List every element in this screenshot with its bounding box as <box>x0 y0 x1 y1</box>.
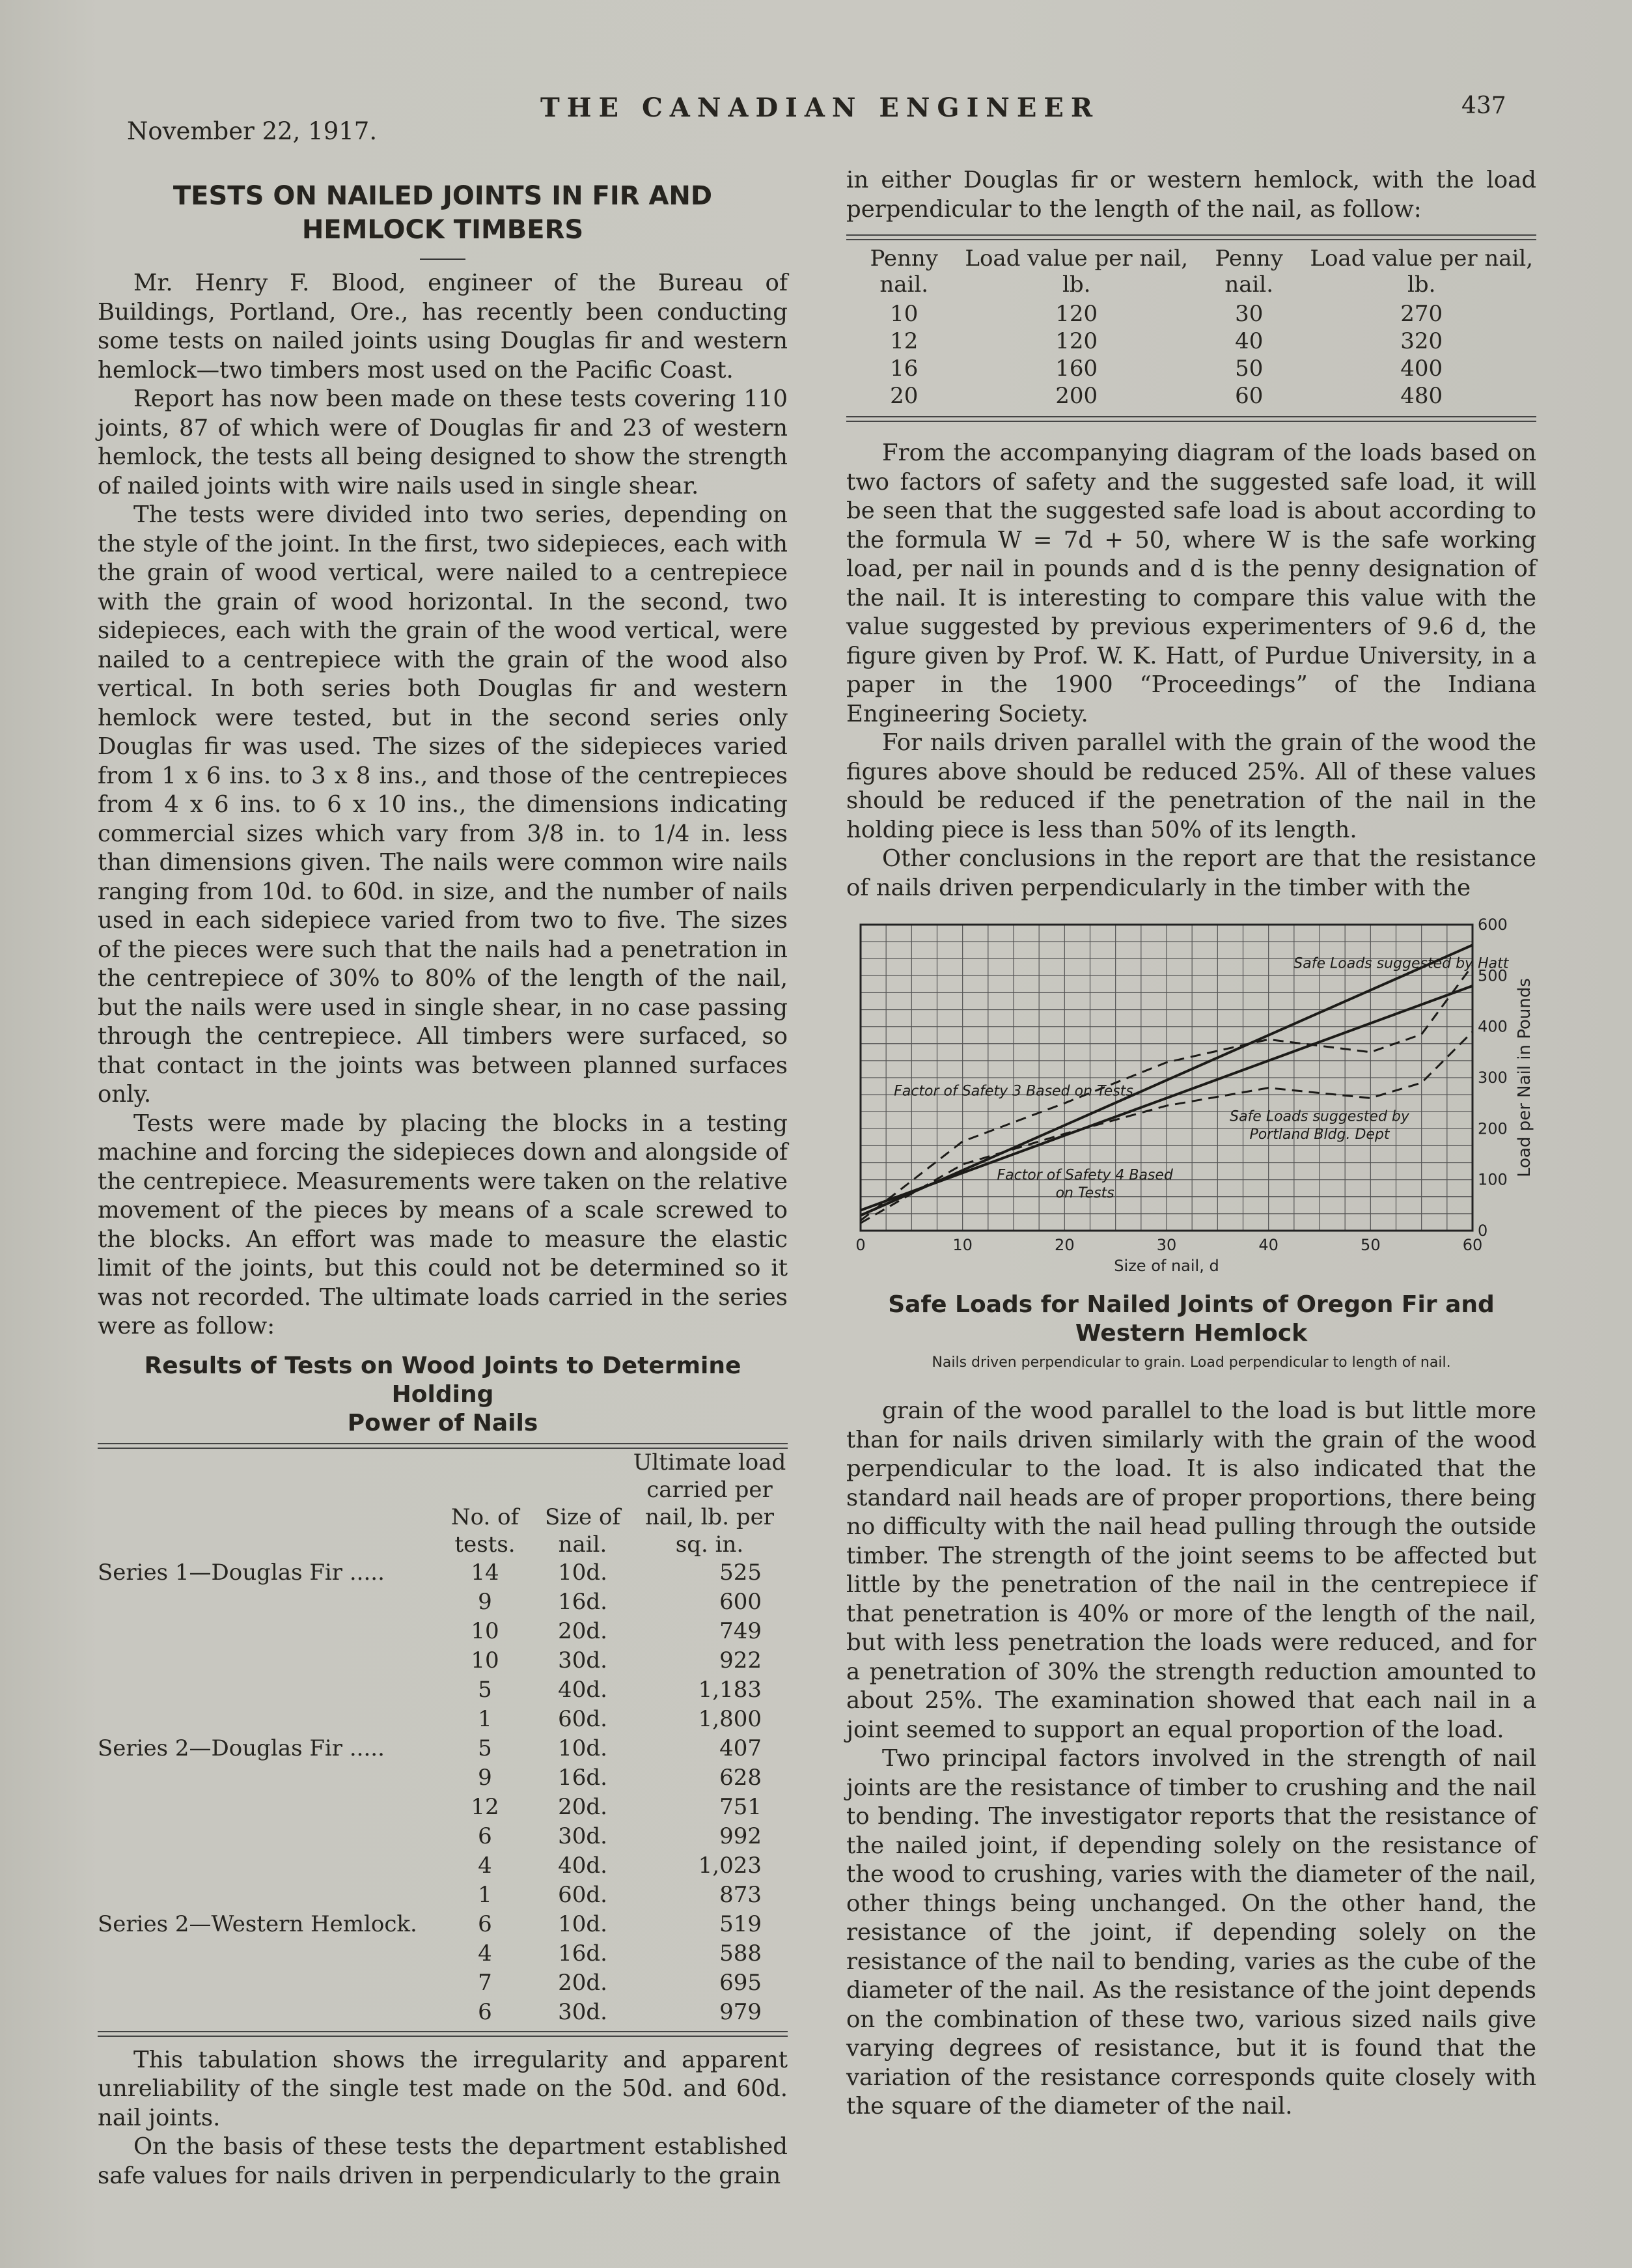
table-cell: 120 <box>1055 328 1098 354</box>
y-tick-label: 300 <box>1478 1069 1508 1087</box>
table-cell: 979 <box>719 1998 762 2025</box>
table-cell: 992 <box>719 1823 762 1849</box>
table-cell: 5 <box>478 1735 492 1761</box>
table-cell: 50 <box>1235 356 1264 382</box>
article-title <box>98 179 788 247</box>
table-cell: 10d. <box>558 1559 607 1586</box>
table-cell <box>98 1675 436 1705</box>
right-paragraph: For nails driven parallel with the grain of the wood the figures above should be reduced 25%. All of these values should be reduced if the penetration of the nail in the holding piece is less than 50% of its length. <box>846 729 1536 843</box>
results-table-title-line1: Results of Tests on Wood Joints to Determine Holding <box>144 1352 741 1408</box>
left-paragraph: Tests were made by placing the blocks in a testing machine and forcing the sidepieces down and alongside of the centrepiece. Measurements were taken on the relative movement of the pieces by means of a scale screwed to the blocks. An effort was made to measure the elastic limit of the joints, but this could not be determined so it was not recorded. The ultimate loads carried in the series were as follow: <box>98 1110 788 1339</box>
chart-annotation: Safe Loads suggested by Hatt <box>1293 955 1509 972</box>
table-cell: 6 <box>478 1823 492 1849</box>
table-row <box>98 1881 788 1910</box>
results-header-cell: Size of nail. <box>544 1504 621 1558</box>
table-cell: 10 <box>890 301 919 327</box>
table-row <box>98 1705 788 1734</box>
left-paragraph: Mr. Henry F. Blood, engineer of the Bureau of Buildings, Portland, Ore., has recently been conducting some tests on nailed joints using Douglas fir and western hemlock—two timbers most used on the Pacific Coast. <box>98 270 788 384</box>
table-cell: 1 <box>478 1881 492 1908</box>
table-cell: 12 <box>890 328 919 354</box>
table-row <box>846 300 1536 328</box>
table-cell: 4 <box>478 1852 492 1879</box>
results-table-header-row <box>98 1449 788 1558</box>
x-tick-label: 50 <box>1361 1236 1381 1254</box>
table-cell: 600 <box>719 1588 762 1615</box>
table-cell: 4 <box>478 1940 492 1967</box>
table-cell: 14 <box>471 1559 499 1586</box>
table-cell: 270 <box>1400 301 1443 327</box>
left-column <box>98 179 788 2191</box>
right-paragraph: grain of the wood parallel to the load is but little more than for nails driven similarly with the grain of the wood perpendicular to the load. It is also indicated that the standard nail heads are of proper proportions, there being no difficulty with the nail head pulling through the outside timber. The strength of the joint seems to be affected but little by the penetration of the nail in the centrepiece if that penetration is 40% or more of the length of the nail, but with less penetration the loads were reduced, and for a penetration of 30% the strength reduction amounted to about 25%. The examination showed that each nail in a joint seemed to support an equal proportion of the load. <box>846 1397 1536 1743</box>
table-bottom-rule <box>98 2031 788 2037</box>
y-tick-label: 200 <box>1478 1119 1508 1138</box>
table-row <box>98 1763 788 1793</box>
table-cell: 9 <box>478 1764 492 1791</box>
table-cell: 20 <box>890 383 919 409</box>
nail-header-cell: Load value per nail, lb. <box>965 245 1189 298</box>
table-row <box>98 1910 788 1939</box>
right-column <box>846 166 1536 2121</box>
safe-loads-chart <box>846 912 1536 1285</box>
table-row <box>98 1558 788 1588</box>
left-paragraph: The tests were divided into two series, depending on the style of the joint. In the first, two sidepieces, each with the grain of wood vertical, were nailed to a centrepiece with the grain of wood horizontal. In the second, two sidepieces, each with the grain of the wood vertical, were nailed to a centrepiece with the grain of the wood also vertical. In both series both Douglas fir and western hemlock were tested, but in the second series only Douglas fir was used. The sizes of the sidepieces varied from 1 x 6 ins. to 3 x 8 ins., and those of the centrepieces from 4 x 6 ins. to 6 x 10 ins., the dimensions indicating commercial sizes which vary from 3/8 in. to 1/4 in. less than dimensions given. The nails were common wire nails ranging from 10d. to 60d. in size, and the number of nails used in each sidepiece varied from two to five. The sizes of the pieces were such that the nails had a penetration in the centrepiece of 30% to 80% of the length of the nail, but the nails were used in single shear, in no case passing through the centrepiece. All timbers were surfaced, so that contact in the joints was between planned surfaces only. <box>98 501 788 1108</box>
page-number: 437 <box>1461 92 1506 119</box>
table-cell: 6 <box>478 1998 492 2025</box>
table-cell: 519 <box>719 1911 762 1937</box>
x-tick-label: 20 <box>1055 1236 1075 1254</box>
right-intro: in either Douglas fir or western hemlock, with the load perpendicular to the length of the nail, as follow: <box>846 167 1536 223</box>
table-row <box>98 1822 788 1851</box>
nail-header-cell: Penny nail. <box>870 245 938 298</box>
x-tick-label: 10 <box>952 1236 973 1254</box>
chart-annotation: Factor of Safety 3 Based on Tests <box>894 1083 1133 1100</box>
article-title-line2: HEMLOCK TIMBERS <box>301 215 584 245</box>
chart-annotation: Safe Loads suggested by <box>1230 1108 1409 1125</box>
table-cell <box>98 1939 436 1968</box>
left-paragraph: This tabulation shows the irregularity and apparent unreliability of the single test made on the 50d. and 60d. nail joints. <box>98 2046 788 2131</box>
table-cell: 20d. <box>558 1793 607 1820</box>
results-table-title-line2: Power of Nails <box>347 1409 538 1436</box>
table-row <box>98 1734 788 1763</box>
y-tick-label: 600 <box>1478 916 1508 934</box>
table-cell: 40 <box>1235 328 1264 354</box>
table-row <box>98 1793 788 1822</box>
table-row <box>98 1646 788 1675</box>
right-paragraph: Other conclusions in the report are that the resistance of nails driven perpendicularly in the timber with the <box>846 845 1536 901</box>
y-axis-label: Load per Nail in Pounds <box>1515 978 1534 1177</box>
table-cell <box>98 1646 436 1675</box>
table-cell: 873 <box>719 1881 762 1908</box>
right-paragraph: Two principal factors involved in the strength of nail joints are the resistance of timber to crushing and the nail to bending. The investigator reports that the resistance of the nailed joint, if depending solely on the resistance of the wood to crushing, varies with the diameter of the nail, other things being unchanged. On the other hand, the resistance of the joint, if depending solely on the resistance of the nail to bending, varies as the cube of the diameter of the nail. As the resistance of the joint depends on the combination of these two, various sized nails give varying degrees of resistance, but it is found that the variation of the resistance corresponds quite closely with the square of the diameter of the nail. <box>846 1745 1536 2120</box>
table-cell: 10 <box>471 1617 499 1644</box>
table-cell: 588 <box>719 1940 762 1967</box>
results-table-title <box>98 1352 788 1438</box>
nail-table-header-row <box>846 240 1536 300</box>
left-paragraph: Report has now been made on these tests covering 110 joints, 87 of which were of Douglas fir and 23 of western hemlock, the tests all being designed to show the strength of nailed joints with wire nails used in single shear. <box>98 385 788 499</box>
journal-title: THE CANADIAN ENGINEER <box>540 92 1100 123</box>
results-table-body <box>98 1558 788 2027</box>
table-cell: 525 <box>719 1559 762 1586</box>
table-top-rule <box>98 1443 788 1449</box>
chart-annotation: on Tests <box>1055 1185 1114 1202</box>
table-cell: 1 <box>478 1705 492 1732</box>
table-cell: Series 2—Western Hemlock. <box>98 1911 417 1937</box>
table-cell: Series 1—Douglas Fir ..... <box>98 1559 385 1586</box>
table-cell: 16 <box>890 356 919 382</box>
nail-header-cell: Penny nail. <box>1215 245 1283 298</box>
table-cell: 40d. <box>558 1852 607 1879</box>
table-row <box>98 1998 788 2027</box>
results-header-cell: No. of tests. <box>450 1504 519 1558</box>
y-tick-label: 0 <box>1478 1222 1488 1240</box>
article-title-line1: TESTS ON NAILED JOINTS IN FIR AND <box>173 181 713 211</box>
table-cell: 5 <box>478 1676 492 1703</box>
table-cell: 320 <box>1400 328 1443 354</box>
right-paragraph: From the accompanying diagram of the loads based on two factors of safety and the suggested safe load, it will be seen that the suggested safe load is about according to the formula W = 7d + 50, where W is the safe working load, per nail in pounds and d is the penny designation of the nail. It is interesting to compare this value with the value suggested by previous experimenters of 9.6 d, the figure given by Prof. W. K. Hatt, of Purdue University, in a paper in the 1900 “Proceedings” of the Indiana Engineering Society. <box>846 440 1536 727</box>
chart-annotation: Factor of Safety 4 Based <box>997 1167 1173 1184</box>
results-header-cell: Ultimate load carried per nail, lb. per sq. in. <box>633 1449 786 1558</box>
table-cell: 120 <box>1055 301 1098 327</box>
table-cell: 1,800 <box>698 1705 762 1732</box>
table-cell: 6 <box>478 1911 492 1937</box>
table-cell: 751 <box>719 1793 762 1820</box>
table-cell <box>98 1998 436 2027</box>
results-table <box>98 1449 788 2027</box>
table-cell <box>98 1763 436 1793</box>
table-cell: 16d. <box>558 1588 607 1615</box>
table-cell: 10d. <box>558 1911 607 1937</box>
header-date: November 22, 1917. <box>127 117 378 145</box>
table-cell: 695 <box>719 1969 762 1996</box>
chart-annotation: Portland Bldg. Dept <box>1249 1127 1390 1143</box>
nail-table-bottom-rule <box>846 416 1536 422</box>
table-row <box>98 1968 788 1998</box>
table-cell: 160 <box>1055 356 1098 382</box>
table-row <box>846 355 1536 382</box>
table-row <box>846 328 1536 355</box>
table-cell: 9 <box>478 1588 492 1615</box>
table-cell: 10 <box>471 1647 499 1673</box>
table-cell <box>98 1705 436 1734</box>
results-header-cell <box>98 1449 436 1558</box>
table-cell: 30d. <box>558 1647 607 1673</box>
x-tick-label: 60 <box>1462 1236 1483 1254</box>
table-cell <box>98 1881 436 1910</box>
chart-title: Safe Loads for Nailed Joints of Oregon Fir and Western Hemlock <box>888 1291 1495 1347</box>
table-row <box>846 382 1536 410</box>
table-cell <box>98 1617 436 1646</box>
table-cell: 7 <box>478 1969 492 1996</box>
table-cell: 20d. <box>558 1617 607 1644</box>
right-after-chart <box>846 1397 1536 2121</box>
table-row <box>98 1617 788 1646</box>
table-cell: 60 <box>1235 383 1264 409</box>
table-row <box>98 1588 788 1617</box>
x-tick-label: 40 <box>1258 1236 1279 1254</box>
x-tick-label: 30 <box>1156 1236 1177 1254</box>
table-cell: 40d. <box>558 1676 607 1703</box>
table-cell <box>98 1822 436 1851</box>
nail-table-body <box>846 300 1536 410</box>
nail-header-cell: Load value per nail, lb. <box>1310 245 1534 298</box>
table-cell: 16d. <box>558 1764 607 1791</box>
table-cell <box>98 1968 436 1998</box>
table-row <box>98 1939 788 1968</box>
nail-table-top-rule <box>846 234 1536 240</box>
table-row <box>98 1851 788 1881</box>
chart-svg <box>846 912 1536 1283</box>
table-cell: 922 <box>719 1647 762 1673</box>
table-cell <box>98 1851 436 1881</box>
table-cell: 20d. <box>558 1969 607 1996</box>
nail-values-table <box>846 240 1536 410</box>
chart-subtitle: Nails driven perpendicular to grain. Load perpendicular to length of nail. <box>932 1354 1451 1371</box>
x-tick-label: 0 <box>855 1236 866 1254</box>
table-cell <box>98 1793 436 1822</box>
table-cell: 480 <box>1400 383 1443 409</box>
table-cell: 16d. <box>558 1940 607 1967</box>
table-cell: 1,183 <box>698 1676 762 1703</box>
table-cell: 30d. <box>558 1823 607 1849</box>
table-cell: 60d. <box>558 1881 607 1908</box>
table-cell: 200 <box>1055 383 1098 409</box>
table-cell: 400 <box>1400 356 1443 382</box>
x-axis-label: Size of nail, d <box>1114 1257 1219 1275</box>
table-cell: 628 <box>719 1764 762 1791</box>
table-cell: 60d. <box>558 1705 607 1732</box>
table-cell: 407 <box>719 1735 762 1761</box>
table-cell: 30 <box>1235 301 1264 327</box>
y-tick-label: 500 <box>1478 966 1508 985</box>
table-cell: 12 <box>471 1793 499 1820</box>
table-row <box>98 1675 788 1705</box>
table-cell: 30d. <box>558 1998 607 2025</box>
left-paragraph: On the basis of these tests the department established safe values for nails driven in perpendicularly to the grain <box>98 2133 788 2189</box>
table-cell: 1,023 <box>698 1852 762 1879</box>
table-cell: 749 <box>719 1617 762 1644</box>
table-cell <box>98 1588 436 1617</box>
table-cell: Series 2—Douglas Fir ..... <box>98 1735 385 1761</box>
y-tick-label: 400 <box>1478 1017 1508 1036</box>
y-tick-label: 100 <box>1478 1170 1508 1189</box>
title-rule <box>420 259 465 260</box>
table-cell: 10d. <box>558 1735 607 1761</box>
